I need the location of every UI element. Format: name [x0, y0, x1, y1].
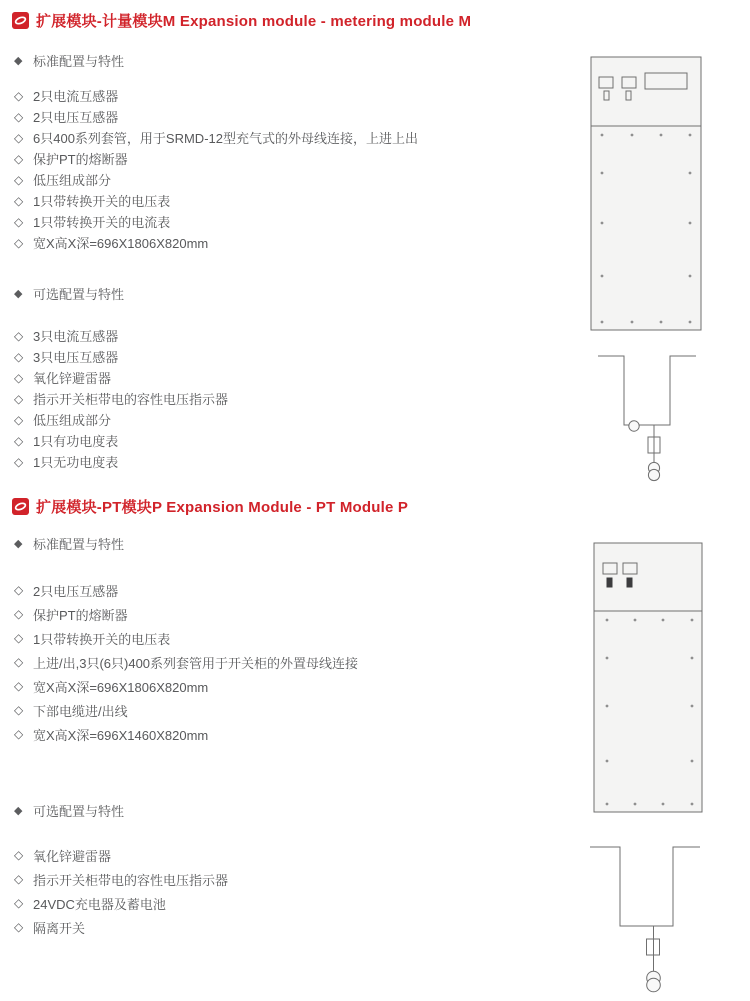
section-title: 扩展模块-PT模块P Expansion Module - PT Module P: [36, 498, 409, 516]
diamond-outline-icon: ◇: [14, 193, 24, 208]
diamond-outline-icon: ◇: [14, 848, 24, 862]
feature-text: 2只电压互感器: [33, 110, 119, 125]
feature-item: [14, 127, 418, 148]
feature-text: 1只无功电度表: [33, 455, 119, 470]
feature-text: 2只电压互感器: [33, 583, 119, 599]
section-title: 扩展模块-计量模块M Expansion module - metering module M: [36, 12, 472, 30]
diamond-outline-icon: ◇: [14, 920, 24, 934]
metering-cabinet-front-view: [585, 50, 710, 335]
diamond-outline-icon: ◇: [14, 896, 24, 910]
pt-single-line-diagram: [585, 842, 710, 1001]
feature-text: 低压组成部分: [33, 173, 112, 188]
feature-text: 2只电流互感器: [33, 89, 119, 104]
pt-cabinet-front-view: [585, 538, 710, 818]
subsection-heading-standard: [14, 52, 124, 68]
diamond-outline-icon: ◇: [14, 433, 24, 448]
diamond-outline-icon: ◇: [14, 655, 24, 669]
feature-text: 1只带转换开关的电流表: [33, 215, 171, 230]
subsection-heading-standard: [14, 535, 124, 551]
metering-single-line-diagram: [585, 345, 710, 487]
feature-item: [14, 843, 228, 867]
diamond-outline-icon: ◇: [14, 88, 24, 103]
subsection-heading-text: 标准配置与特性: [33, 53, 125, 69]
diamond-outline-icon: ◇: [14, 872, 24, 886]
diamond-outline-icon: ◇: [14, 727, 24, 741]
feature-item: [14, 169, 418, 190]
feature-item: [14, 626, 358, 650]
diamond-outline-icon: ◇: [14, 703, 24, 717]
feature-text: 1只带转换开关的电压表: [33, 194, 171, 209]
feature-text: 1只有功电度表: [33, 434, 119, 449]
feature-text: 低压组成部分: [33, 413, 112, 428]
feature-item: [14, 722, 358, 746]
feature-item: [14, 148, 418, 169]
diamond-filled-icon: ◆: [14, 54, 23, 67]
feature-text: 3只电压互感器: [33, 350, 119, 365]
feature-item: [14, 867, 228, 891]
diamond-outline-icon: ◇: [14, 391, 24, 406]
feature-item: [14, 190, 418, 211]
feature-item: [14, 325, 228, 346]
feature-text: 上进/出,3只(6只)400系列套管用于开关柜的外置母线连接: [33, 655, 359, 671]
current-transformer-symbol: [629, 421, 639, 431]
subsection-heading-optional: [14, 802, 124, 818]
feature-text: 宽X高X深=696X1806X820mm: [33, 679, 209, 695]
feature-item: [14, 430, 228, 451]
feature-item: [14, 346, 228, 367]
subsection-heading-text: 可选配置与特性: [33, 803, 125, 819]
subsection-heading-optional: [14, 285, 124, 301]
feature-item: [14, 232, 418, 253]
standard-feature-list: [14, 85, 418, 253]
feature-item: [14, 409, 228, 430]
feature-text: 宽X高X深=696X1806X820mm: [33, 236, 209, 251]
feature-text: 6只400系列套管，用于SRMD-12型充气式的外母线连接，上进上出: [33, 131, 418, 146]
diamond-outline-icon: ◇: [14, 631, 24, 645]
brand-logo-icon: [12, 12, 29, 29]
diamond-outline-icon: ◇: [14, 679, 24, 693]
section-header-pt: [12, 494, 408, 518]
feature-item: [14, 602, 358, 626]
subsection-heading-text: 可选配置与特性: [33, 286, 125, 302]
feature-text: 指示开关柜带电的容性电压指示器: [33, 872, 229, 888]
diamond-outline-icon: ◇: [14, 130, 24, 145]
feature-text: 3只电流互感器: [33, 329, 119, 344]
diamond-outline-icon: ◇: [14, 172, 24, 187]
optional-feature-list: [14, 843, 228, 939]
feature-text: 指示开关柜带电的容性电压指示器: [33, 392, 229, 407]
feature-item: [14, 578, 358, 602]
diamond-outline-icon: ◇: [14, 370, 24, 385]
diamond-outline-icon: ◇: [14, 109, 24, 124]
diamond-outline-icon: ◇: [14, 454, 24, 469]
feature-item: [14, 367, 228, 388]
feature-text: 氧化锌避雷器: [33, 371, 112, 386]
diamond-outline-icon: ◇: [14, 607, 24, 621]
diamond-outline-icon: ◇: [14, 214, 24, 229]
feature-item: [14, 451, 228, 472]
feature-text: 24VDC充电器及蓄电池: [33, 896, 166, 912]
feature-item: [14, 674, 358, 698]
diamond-filled-icon: ◆: [14, 287, 23, 300]
feature-text: 隔离开关: [33, 920, 86, 936]
diamond-outline-icon: ◇: [14, 328, 24, 343]
feature-item: [14, 211, 418, 232]
brand-logo-icon: [12, 498, 29, 515]
standard-feature-list: [14, 578, 358, 746]
feature-text: 宽X高X深=696X1460X820mm: [33, 727, 209, 743]
feature-text: 1只带转换开关的电压表: [33, 631, 171, 647]
feature-item: [14, 891, 228, 915]
diamond-outline-icon: ◇: [14, 235, 24, 250]
subsection-heading-text: 标准配置与特性: [33, 536, 125, 552]
diamond-outline-icon: ◇: [14, 583, 24, 597]
feature-text: 下部电缆进/出线: [33, 703, 128, 719]
feature-item: [14, 650, 358, 674]
feature-item: [14, 106, 418, 127]
diamond-filled-icon: ◆: [14, 537, 23, 550]
feature-item: [14, 698, 358, 722]
diamond-outline-icon: ◇: [14, 349, 24, 364]
diamond-outline-icon: ◇: [14, 412, 24, 427]
feature-item: [14, 388, 228, 409]
optional-feature-list: [14, 325, 228, 472]
diamond-filled-icon: ◆: [14, 804, 23, 817]
section-header-metering: [12, 8, 471, 32]
feature-text: 保护PT的熔断器: [33, 607, 128, 623]
feature-item: [14, 85, 418, 106]
diamond-outline-icon: ◇: [14, 151, 24, 166]
feature-text: 氧化锌避雷器: [33, 848, 112, 864]
feature-text: 保护PT的熔断器: [33, 152, 128, 167]
feature-item: [14, 915, 228, 939]
